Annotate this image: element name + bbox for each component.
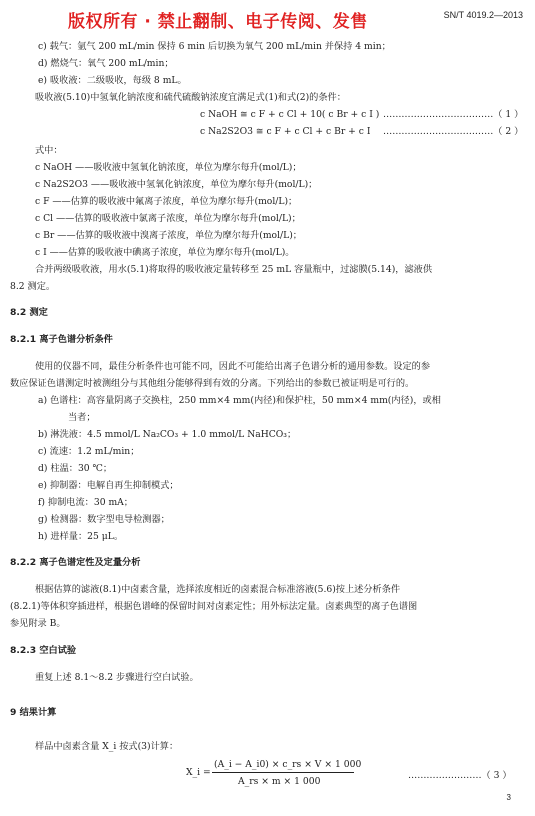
item-h-volume: h) 进样量：25 μL。 — [38, 531, 124, 542]
item-e-suppressor: e) 抑制器：电解自再生抑制模式； — [38, 480, 179, 491]
paragraph-line: 参见附录 B。 — [10, 618, 66, 629]
equation-2-number: ………………………………（ 2 ） — [383, 126, 524, 137]
item-a-continuation: 当者； — [68, 412, 96, 423]
item-d-temp: d) 柱温：30 ℃； — [38, 463, 113, 474]
section-9-heading: 9 结果计算 — [10, 707, 57, 718]
definition-naoh: c NaOH ——吸收液中氢氧化钠浓度，单位为摩尔每升(mol/L)； — [35, 162, 302, 173]
equation-3-lhs: X_i = — [186, 767, 211, 778]
definition-f: c F ——估算的吸收液中氟离子浓度，单位为摩尔每升(mol/L)； — [35, 196, 298, 207]
page-number: 3 — [506, 793, 511, 802]
equation-3-number: ……………………（ 3 ） — [408, 770, 512, 781]
definition-i: c I ——估算的吸收液中碘离子浓度，单位为摩尔每升(mol/L)。 — [35, 247, 295, 258]
standard-code: SN/T 4019.2—2013 — [443, 10, 523, 20]
item-e-absorbent: e) 吸收液：二级吸收，每级 8 mL。 — [38, 75, 187, 86]
paragraph-line: 样品中卤素含量 X_i 按式(3)计算： — [35, 741, 179, 752]
equation-3-denominator: A_rs × m × 1 000 — [238, 776, 321, 787]
paragraph-line: 根据估算的滤液(8.1)中卤素含量，选择浓度相近的卤素混合标准溶液(5.6)按上述分析条件 — [35, 584, 401, 595]
condition-sentence: 吸收液(5.10)中氢氧化钠浓度和硫代硫酸钠浓度宜满足式(1)和式(2)的条件： — [35, 92, 346, 103]
equation-3-numerator: (A_i − A_i0) × c_rs × V × 1 000 — [214, 759, 362, 770]
section-8-2-2-heading: 8.2.2 离子色谱定性及定量分析 — [10, 557, 141, 568]
item-c-carrier-gas: c) 载气：氩气 200 mL/min 保持 6 min 后切换为氧气 200 mL/min 并保持 4 min； — [38, 41, 391, 52]
definition-br: c Br ——估算的吸收液中溴离子浓度，单位为摩尔每升(mol/L)； — [35, 230, 302, 241]
item-g-detector: g) 检测器：数字型电导检测器； — [38, 514, 170, 525]
section-8-2-heading: 8.2 测定 — [10, 307, 48, 318]
item-a-column: a) 色谱柱：高容量阴离子交换柱，250 mm×4 mm(内径)和保护柱，50 mm×4 mm(内径)，或相 — [38, 395, 441, 406]
paragraph-line: 8.2 测定。 — [10, 281, 56, 292]
paragraph-line: 数应保证色谱测定时被测组分与其他组分能够得到有效的分离。下列给出的参数已被证明是可行的。 — [10, 378, 415, 389]
equation-1-number: ………………………………（ 1 ） — [383, 109, 524, 120]
paragraph-line: 合并两级吸收液，用水(5.1)将取得的吸收液定量转移至 25 mL 容量瓶中，过滤膜(5.14)，滤液供 — [35, 264, 433, 275]
equation-1: c NaOH ≅ c F + c Cl + 10( c Br + c I ) — [200, 109, 380, 120]
item-d-combustion-gas: d) 燃烧气：氧气 200 mL/min； — [38, 58, 174, 69]
paragraph-line: (8.2.1)等体积穿插进样，根据色谱峰的保留时间对卤素定性；用外标法定量。卤素典型的离子色谱图 — [10, 601, 418, 612]
definition-na2s2o3: c Na2S2O3 ——吸收液中氢氧化钠浓度，单位为摩尔每升(mol/L)； — [35, 179, 318, 190]
paragraph-line: 使用的仪器不同，最佳分析条件也可能不同，因此不可能给出离子色谱分析的通用参数。设定的参 — [35, 361, 431, 372]
definition-cl: c Cl ——估算的吸收液中氯离子浓度，单位为摩尔每升(mol/L)； — [35, 213, 301, 224]
watermark: 版权所有 · 禁止翻制、电子传阅、发售 — [68, 12, 368, 32]
item-f-current: f) 抑制电流：30 mA； — [38, 497, 133, 508]
item-b-eluent: b) 淋洗液：4.5 mmol/L Na₂CO₃ + 1.0 mmol/L NaHCO₃； — [38, 429, 297, 440]
section-8-2-1-heading: 8.2.1 离子色谱分析条件 — [10, 334, 113, 345]
equation-2: c Na2S2O3 ≅ c F + c Cl + c Br + c I — [200, 126, 371, 137]
where-label: 式中： — [35, 145, 63, 156]
item-c-flow: c) 流速：1.2 mL/min； — [38, 446, 140, 457]
paragraph-line: 重复上述 8.1～8.2 步骤进行空白试验。 — [35, 672, 199, 683]
equation-3-fraction-bar — [212, 772, 354, 773]
section-8-2-3-heading: 8.2.3 空白试验 — [10, 645, 77, 656]
